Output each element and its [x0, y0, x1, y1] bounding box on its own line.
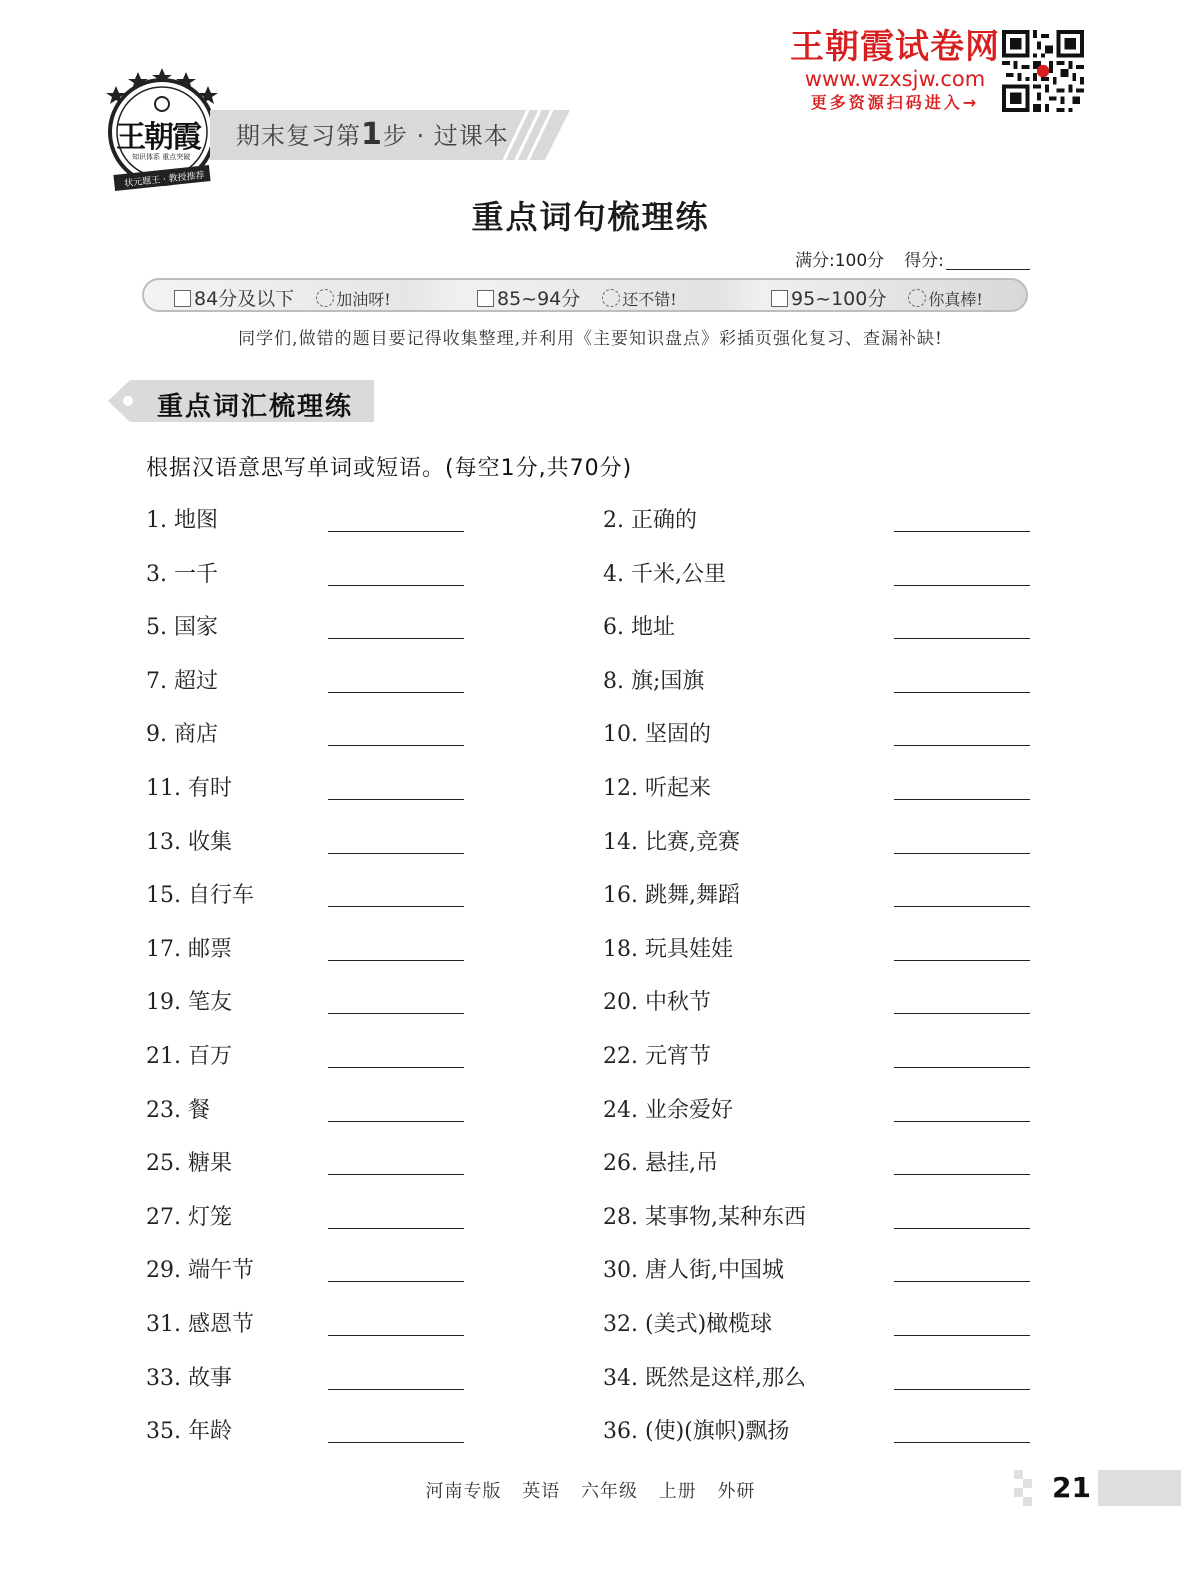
grade-range: 84分及以下 — [194, 288, 295, 310]
answer-blank[interactable] — [328, 745, 464, 746]
vocab-item-prompt: 25. 糖果 — [146, 1151, 232, 1176]
answer-blank[interactable] — [328, 531, 464, 532]
brand-tip: 更多资源扫码进入→ — [810, 93, 980, 112]
answer-blank[interactable] — [894, 1389, 1030, 1390]
answer-blank[interactable] — [328, 1281, 464, 1282]
answer-blank[interactable] — [894, 1067, 1030, 1068]
page-number-decoration — [1014, 1470, 1181, 1506]
vocab-item-prompt: 24. 业余爱好 — [603, 1098, 733, 1123]
answer-blank[interactable] — [328, 692, 464, 693]
vocab-item-prompt: 2. 正确的 — [603, 508, 697, 533]
answer-blank[interactable] — [894, 1442, 1030, 1443]
answer-blank[interactable] — [894, 906, 1030, 907]
answer-blank[interactable] — [894, 1013, 1030, 1014]
answer-blank[interactable] — [894, 745, 1030, 746]
grade-checkbox[interactable] — [174, 290, 191, 307]
smiley-face-icon — [908, 289, 926, 307]
answer-blank[interactable] — [328, 1013, 464, 1014]
section-title: 重点词汇梳理练 — [157, 392, 354, 422]
study-note: 同学们,做错的题目要记得收集整理,并利用《主要知识盘点》彩插页强化复习、查漏补缺! — [238, 329, 943, 349]
logo-ribbon-text: 状元题王 · 教授推荐 — [123, 170, 206, 190]
banner-suffix: 步 · 过课本 — [382, 122, 509, 150]
banner-step-number: 1 — [361, 117, 383, 152]
answer-blank[interactable] — [894, 692, 1030, 693]
grade-range: 95~100分 — [791, 288, 887, 310]
vocab-item-prompt: 22. 元宵节 — [603, 1044, 711, 1069]
vocab-item-prompt: 11. 有时 — [146, 776, 232, 801]
answer-blank[interactable] — [894, 1174, 1030, 1175]
answer-blank[interactable] — [328, 960, 464, 961]
grade-option-3[interactable] — [771, 284, 983, 311]
grade-cheer: 你真棒! — [928, 290, 983, 309]
vocab-item-prompt: 21. 百万 — [146, 1044, 232, 1069]
vocab-item-prompt: 33. 故事 — [146, 1366, 232, 1391]
grade-checkbox[interactable] — [771, 290, 788, 307]
banner-prefix: 期末复习第 — [236, 122, 361, 150]
vocab-item-prompt: 17. 邮票 — [146, 937, 232, 962]
logo-text: 王朝霞 — [116, 120, 200, 155]
answer-blank[interactable] — [894, 1228, 1030, 1229]
vocab-item-prompt: 15. 自行车 — [146, 883, 254, 908]
answer-blank[interactable] — [328, 906, 464, 907]
answer-blank[interactable] — [894, 638, 1030, 639]
answer-blank[interactable] — [894, 531, 1030, 532]
instruction-text: 根据汉语意思写单词或短语。(每空1分,共70分) — [146, 456, 633, 481]
answer-blank[interactable] — [328, 1389, 464, 1390]
grade-option-2[interactable] — [477, 284, 677, 311]
vocab-item-prompt: 10. 坚固的 — [603, 722, 711, 747]
brand-name: 王朝霞试卷网 — [790, 27, 1000, 67]
answer-blank[interactable] — [894, 585, 1030, 586]
vocab-item-prompt: 18. 玩具娃娃 — [603, 937, 733, 962]
page-title: 重点词句梳理练 — [471, 198, 710, 236]
vocab-item-prompt: 9. 商店 — [146, 722, 218, 747]
vocab-item-prompt: 36. (使)(旗帜)飘扬 — [603, 1419, 790, 1444]
score-got-label: 得分: — [904, 251, 944, 271]
answer-blank[interactable] — [894, 853, 1030, 854]
answer-blank[interactable] — [328, 585, 464, 586]
vocab-item-prompt: 6. 地址 — [603, 615, 675, 640]
vocab-item-prompt: 32. (美式)橄榄球 — [603, 1312, 773, 1337]
vocab-item-prompt: 1. 地图 — [146, 508, 218, 533]
answer-blank[interactable] — [328, 638, 464, 639]
vocab-item-prompt: 3. 一千 — [146, 562, 218, 587]
answer-blank[interactable] — [328, 1335, 464, 1336]
vocab-item-prompt: 29. 端午节 — [146, 1258, 254, 1283]
vocab-item-prompt: 23. 餐 — [146, 1098, 210, 1123]
vocab-item-prompt: 7. 超过 — [146, 669, 218, 694]
vocab-item-prompt: 19. 笔友 — [146, 990, 232, 1015]
vocab-item-prompt: 13. 收集 — [146, 830, 232, 855]
logo-subtext: 知识体系 重点突破 — [132, 153, 191, 161]
vocab-item-prompt: 26. 悬挂,吊 — [603, 1151, 718, 1176]
vocab-item-prompt: 14. 比赛,竞赛 — [603, 830, 740, 855]
vocab-item-prompt: 8. 旗;国旗 — [603, 669, 705, 694]
vocab-item-prompt: 4. 千米,公里 — [603, 562, 726, 587]
score-line — [795, 246, 1030, 271]
smiley-face-icon — [316, 289, 334, 307]
answer-blank[interactable] — [328, 1228, 464, 1229]
grade-cheer: 加油呀! — [336, 290, 391, 309]
vocab-item-prompt: 16. 跳舞,舞蹈 — [603, 883, 740, 908]
vocab-item-prompt: 34. 既然是这样,那么 — [603, 1366, 806, 1391]
answer-blank[interactable] — [328, 1174, 464, 1175]
score-blank[interactable] — [946, 269, 1030, 270]
vocab-item-prompt: 35. 年龄 — [146, 1419, 232, 1444]
footer-edition: 河南专版 英语 六年级 上册 外研 — [425, 1481, 756, 1502]
answer-blank[interactable] — [894, 960, 1030, 961]
answer-blank[interactable] — [328, 1121, 464, 1122]
qr-code-icon[interactable] — [1002, 30, 1084, 112]
vocab-item-prompt: 27. 灯笼 — [146, 1205, 232, 1230]
grade-range: 85~94分 — [497, 288, 581, 310]
banner-title — [236, 116, 509, 152]
page-number: 21 — [1052, 1471, 1091, 1504]
smiley-face-icon — [602, 289, 620, 307]
full-score-label: 满分:100分 — [795, 251, 885, 271]
vocab-item-prompt: 20. 中秋节 — [603, 990, 711, 1015]
brand-url[interactable]: www.wzxsjw.com — [804, 67, 986, 91]
answer-blank[interactable] — [328, 1442, 464, 1443]
answer-blank[interactable] — [328, 1067, 464, 1068]
answer-blank[interactable] — [328, 799, 464, 800]
answer-blank[interactable] — [894, 1281, 1030, 1282]
vocab-item-prompt: 30. 唐人街,中国城 — [603, 1258, 784, 1283]
answer-blank[interactable] — [894, 1121, 1030, 1122]
answer-blank[interactable] — [894, 799, 1030, 800]
answer-blank[interactable] — [328, 853, 464, 854]
brand-block[interactable] — [790, 28, 1000, 114]
vocab-item-prompt: 5. 国家 — [146, 615, 218, 640]
vocab-item-prompt: 12. 听起来 — [603, 776, 711, 801]
vocab-item-prompt: 31. 感恩节 — [146, 1312, 254, 1337]
vocab-item-prompt: 28. 某事物,某种东西 — [603, 1205, 806, 1230]
grade-checkbox[interactable] — [477, 290, 494, 307]
grade-cheer: 还不错! — [622, 290, 677, 309]
answer-blank[interactable] — [894, 1335, 1030, 1336]
grade-option-1[interactable] — [174, 284, 391, 311]
